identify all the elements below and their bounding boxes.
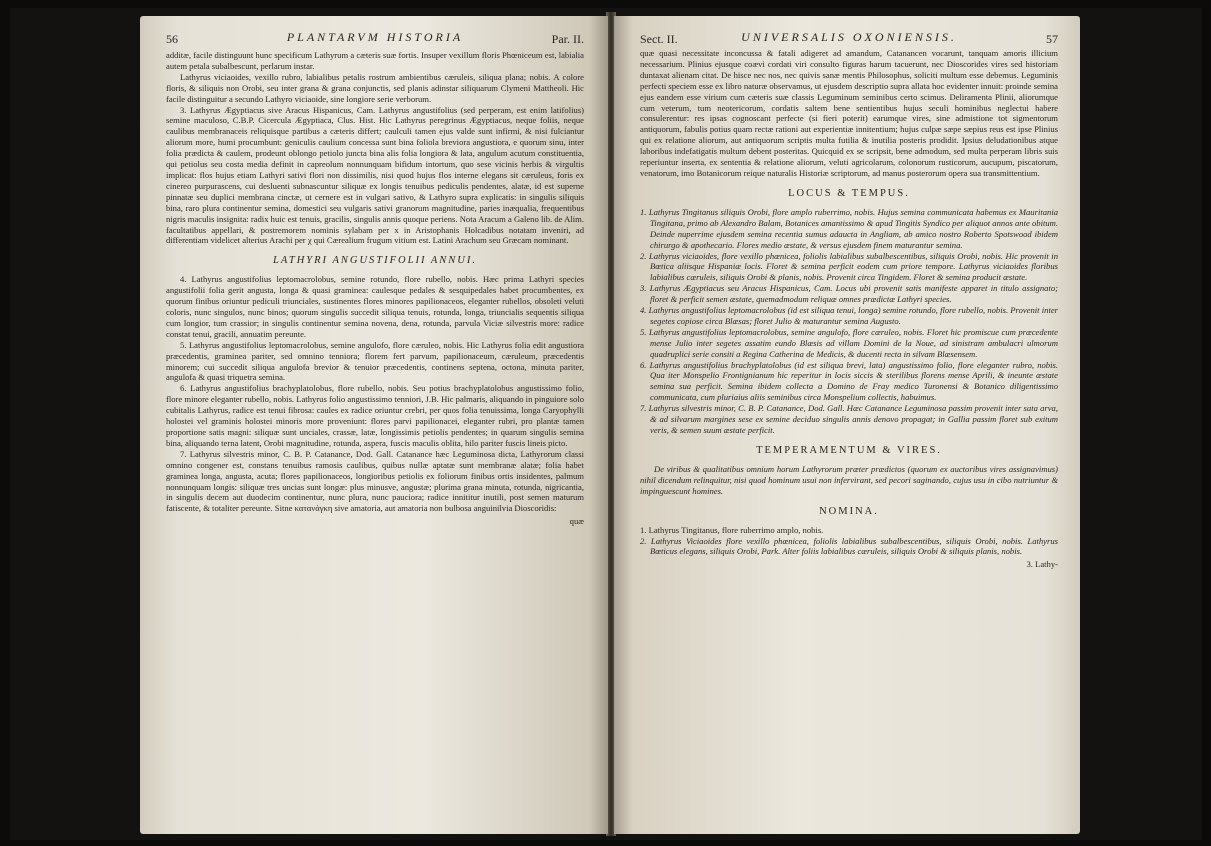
left-part-label: Par. II. (551, 32, 584, 46)
locus-title: LOCUS & TEMPUS. (788, 187, 910, 199)
right-section-label: Sect. II. (640, 32, 678, 46)
right-catchword: 3. Lathy- (1026, 559, 1058, 570)
locus-item: 6. Lathyrus angustifolius brachyplatolobus (id est siliqua brevi, lata) angustissimo folio, flore eleganter rubro, nobis. Qua iter Monspelio Frontignianum hic reperitur in locis siccis & sterilibus florens mense Aprili, & ineunte æstate semina sua perficit. Semina ibidem collecta a Domino de Fray medico Turonensi & Botanico diligentissimo communicata, cum pluriaius aliis seminibus circa Monspelium collectis, habuimus. (640, 359, 1058, 403)
nomina-title: NOMINA. (819, 505, 879, 517)
temperamentum-title: TEMPERAMENTUM & VIRES. (756, 444, 942, 456)
right-page (614, 16, 1080, 834)
locus-item: 7. Lathyrus silvestris minor, C. B. P. Catanance, Dod. Gall. Hæc Catanance Leguminosa passim provenit inter sata arva, & ad silvarum margines sese ex semine deciduo singulis annis denovo propagat; in Gallia passim floret sub exitum veris, & semen suum æstate perficit. (640, 403, 1058, 435)
left-running-title: PLANTARVM HISTORIA (286, 30, 464, 44)
nomina-list (640, 525, 1058, 558)
right-page-number: 57 (1046, 32, 1058, 46)
left-text-column (166, 50, 584, 826)
left-paragraph-6: 6. Lathyrus angustifolius brachyplatolobus, flore rubello, nobis. Seu potius brachyplatolobus angustissimo folio, flore minore eleganter rubello, nobis. Lathyrus folio angustissimo tenniori, J.B. Hic palmaris, aliquando in pinguiore solo cubitalis Lathyrus, radice est tenui fibrosa: caules ex radice oriuntur crebri, per quos folia tenuissima, longa Caryophylli holostei vel graminis holostei minoris more proveniunt: flores parvi papilionacei, eleganter rubri, pro plantæ tamen proportione satis magni: siliquæ sunt unciales, crassæ, latæ, longissimis petiolis pendentes; in quarum singulis semina bina, aliquando terna latent, Orobi magnitudine, rotunda, aspera, fuscis maculis oblita, hilo pariter fuscis lineis picto. (166, 383, 584, 448)
left-paragraph-4: 4. Lathyrus angustifolius leptomacrolobus, semine rotundo, flore rubello, nobis. Hæc prima Lathyri species angustifolii folia gerit angusta, longa & quasi graminea: caulesque pedales & sesquipedales habet procumbentes, ex quorum finibus oriuntur pediculi triunciales, sustinentes flores minores papilionaceos, eleganter rubellos, obsoleti veluti coloris, nunc singulos, nunc binos; quorum singulis succedit siliqua tenuis, rotunda, longa, triuncialis sequentis siliqua cum longior, tum crassior; in singulis continentur semina novena, dena, rotunda, parvula Viciæ silvestris more: radice constat tenui, gracili, annuatim pereunte. (166, 274, 584, 339)
left-paragraph-3: 3. Lathyrus Ægyptiacus sive Aracus Hispanicus, Cam. Lathyrus angustifolius (sed perperam, est enim latifolius) semine maculoso, C.B.P. Cicercula Ægyptiaca, Clus. Hist. Hic Lathyrus peregrinus Ægyptiacus, neque foliis, neque caulibus membranaceis reliquisque partibus a cæteris differt; caulculi tamen ejus valde sunt infirmi, & nisi fulciantur aliorum more, humi procumbunt: geniculis caulium concessa sunt bina foliola breviora angustiora, e quorum sinu, inter folia prædicta & caulem, prodeunt oblongo petiolo juncta bina alis folia longiora & lata, angulum acutum constituentia, qui petiolus seu costa media definit in capreolum nonnunquam bifidum intortum, quo sese vicinis herbis & virgultis implicat: flos hujus etiam Lathyri sativi flori non dissimilis, nisi quod hujus flos interne elegans sit cæruleus, foris ex cinereo purpurascens, cui desluenti subnascuntur siliquæ ex longis tenuibus pediculis pendentes, alatæ, id est superne pinnatæ seu duplici membrana cinctæ, ut cernere est in vulgari sativo, & Lathyro supra explicatis: in singulis siliquis bina, raro plura continentur semina, domestici seu vulgaris sativi granorum magnitudine, paries inæqualia, frequentibus nigris maculis insignita: radix huic est tenuis, gracilis, singulis annis quoque periens. Nota Aracum a Galeno lib. de Alim. facultatibus appellari, & postremorem nominis sylabam per x in Aristophanis Holcadibus notatam inveniri, ad differentiam videlicet alterius Arachi per χ qui Cærealium frugum vitium est. Latini Arachum seu Græcam nominant. (166, 104, 584, 246)
left-page-number: 56 (166, 32, 178, 46)
left-catchword: quæ (569, 516, 584, 527)
locus-item: 4. Lathyrus angustifolius leptomacrolobus (id est siliqua tenui, longa) semine rotundo, flore rubello, nobis. Provenit inter segetes copiose circa Blæsas; floret Julio & maturantur semina Augusto. (640, 305, 1058, 326)
left-page (140, 16, 608, 834)
right-running-title: UNIVERSALIS OXONIENSIS. (741, 30, 957, 44)
left-paragraph-7: 7. Lathyrus silvestris minor, C. B. P. Catanance, Dod. Gall. Catanance hæc Leguminosa dicta, Lathyrorum classi omnino congener est, constans tenuibus ramosis caulibus, quibus nullæ aptatæ sunt membranæ alatæ; folia habet graminea longa, angusta, acuta; flores papilionaceos, longioribus petiolis ex foliorum finibus ortis insidentes, palmum nonnunquam longis: siliquæ tres uncias sunt longæ: plus minusve, angustæ; plurima grana minuta, rotunda, nigricantia, in singulis decem aut duodecim continentur, nunc plura, nunc pauciora; radice innititur inutili, post semen maturum fatiscente, & totaliter pereunte. Sitne κατανάγκη sive amatoria, aut amatoria non bulbosa anguinilvia Dioscoridis: (166, 448, 584, 514)
locus-item: 3. Lathyrus Ægyptiacus seu Aracus Hispanicus, Cam. Locus ubi provenit satis manifeste apparet in titulo assignato; floret & perficit semen æstate, quemadmodum reliquæ omnes prædictæ Lathyri species. (640, 283, 1058, 305)
right-text-column (640, 48, 1058, 826)
nomina-item: 2. Lathyrus Viciaoides flore vexillo phœnicea, foliolis labialibus subalbescentibus, siliquis Orobi, nobis. Lathyrus Bœticus elegans, siliquis Orobi, Park. Alter foliis labialibus cæruleis, siliquis Orobi & siliquis planis, nobis. (640, 535, 1058, 557)
left-section-title: LATHYRI ANGUSTIFOLII ANNUI. (272, 255, 478, 267)
right-page-header (640, 30, 1058, 50)
left-intro: additæ, facile distinguunt hunc specificum Lathyrum a cæteris suæ fortis. Insuper vexillum floris Phœniceum est, labialia autem petala subalbescunt, perlarum instar. (166, 50, 584, 71)
locus-item: 1. Lathyrus Tingitanus siliquis Orobi, flore amplo ruberrimo, nobis. Hujus semina communicata habemus ex Mauritania Tingitana, primo ab Alexandro Balam, Botanices amantissimo & apud Tingitis Syndico per aliquot annos ante obitum. Deinde nuperrime ejusdem semina recentia sumus adaucta in Angliam, ab amico nostro Roberto Spotswood ibidem chirurgo & apothecario. Flores medio æstate, & versus ejusdem finem maturantur semina. (640, 206, 1058, 250)
locus-item: 5. Lathyrus angustifolius leptomacrolobus, semine angulofo, flore cæruleo, nobis. Floret hic promiscue cum præcedente mense Julio inter segetes assatim eundo Blæsis ad villam Domini de la Noue, ad sinistram ambulacri ulmorum quadruplici serie consiti a Regina Catherina de Medicis, & ducenti recta in silvam Blæsensem. (640, 326, 1058, 359)
nomina-item: 1. Lathyrus Tingitanus, flore ruberrimo amplo, nobis. (640, 524, 824, 535)
left-page-header (166, 30, 584, 50)
left-paragraph-2: Lathyrus viciaoides, vexillo rubro, labialibus petalis rostrum ambientibus cæruleis, siliqua plana; nobis. A colore floris, & siliquis non Orobi, seu inter grana & grana conjunctis, sed planis adinstar siliquarum Clymeni Mattheoli. Hic facile distinguitur a secundo Lathyro viciaoide, sine longiore serie verborum. (166, 71, 584, 104)
temperamentum-text: De viribus & qualitatibus omnium horum Lathyrorum præter prædictos (quorum ex auctoribus vires assignavimus) nihil dicendum relinquitur, nisi quod hominum usui non infervirant, sed pecori saginando, cujus usu in cibo nutriuntur & impinguescunt homines. (640, 463, 1058, 496)
book-spread (10, 8, 1202, 840)
right-intro: quæ quasi necessitate inconcussa & fatali adigeret ad amandum, Catanancen vocarunt, tanquam amoris illicium necessarium. Plinius ejusque coævi cordati viri consulto figuras harum tacuerunt, nec Dioscorides vires sed historiam duntaxat alienam citat. De hisce nec nos, nec quivis sanæ mentis Philosophus, soliciti multum esse debemus. Leguminis perfecti speciem esse ex libro naturæ observamus, ut ejusdem descriptio supra allata hoc evidenter innuit: proinde semina ejus eandem esse virium cum cæteris suæ classis Leguminum seminibus certo scimus. Deliramenta Plinii, aliorumque cum veterum, tum neotericorum, cordatis saltem bene sentientibus hujus seculi hominibus neglectui habere consulerentur: res ipsas cognoscant perfecte (si fieri poterit) earumque vires, sine admistione tot sigmentorum antiquorum, fabulis potius quam rectæ rationi aut experientiæ innitentium; hujus culpæ sæpe sæpius reus est ipse Plinius qui ex relatione aliorum, aut antiquorum scriptis multa futilia & inutilia posteris prodidit. Ipsius deludationibus atque laboribus indefatigatis multum debent posteritas. Quicquid ex se scripsit, bene admodum, sed multa perperam libris suis reperiuntur inserta, ex sententia & relatione aliorum, veluti agricolarum, colonorum rusticorum, aucupum, piscatorum, venatorum, imo Botanicorum reique naturalis Historiæ scriptorum, ad manus posterorum opera sua transmittentium. (640, 48, 1058, 178)
locus-list (640, 207, 1058, 436)
locus-item: 2. Lathyrus viciaoides, flore vexillo phœnicea, foliolis labialibus subalbescentibus, siliquis Orobi, nobis. Hic provenit in Bœtica aliisque Hispaniæ locis. Floret & semina perficit eodem cum priore tempore. Lathyrus viciaoides floribus labialibus cæruleis, siliquis Orobi & planis, nobis. Provenit circa Tingidem. Floret & semina producit æstate. (640, 250, 1058, 283)
left-paragraph-5: 5. Lathyrus angustifolius leptomacrolobus, semine angulofo, flore cæruleo, nobis. Hic Lathyrus folia edit angustiora præcedentis, graminea pariter, sed omnino tenniora; florem fert parvum, papilionaceum, cæruleum, præcedentis minorem; cui succedit siliqua angulofa brevior & tenuior præcedentis, continens septena, octona, minuta pariter, angulofa & quasi triquetra semina. (166, 339, 584, 383)
